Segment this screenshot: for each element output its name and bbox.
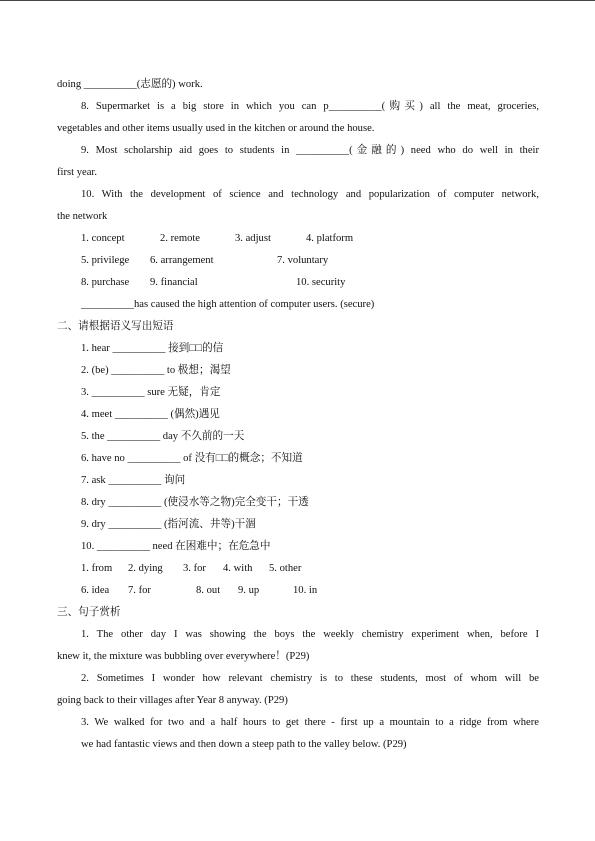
answer-item: 5. privilege bbox=[81, 255, 130, 266]
q9-line2: first year. bbox=[57, 167, 98, 178]
phrase-item: 10. __________ need 在困难中；在危急中 bbox=[81, 541, 271, 552]
answer-item: 1. concept bbox=[81, 233, 125, 244]
phrase-item: 2. (be) __________ to 极想；渴望 bbox=[81, 365, 231, 376]
sentence-2-line2: going back to their villages after Year 8 anyway. (P29) bbox=[57, 695, 288, 706]
page-top-rule bbox=[0, 0, 595, 1]
q10-line2: the network bbox=[57, 211, 108, 222]
section-2-heading: 二、请根据语义写出短语 bbox=[57, 321, 174, 332]
answer-item: 2. dying bbox=[128, 563, 163, 574]
answer-item: 8. out bbox=[196, 585, 221, 596]
phrase-item: 4. meet __________ (偶然)遇见 bbox=[81, 409, 220, 420]
answer-item: 9. up bbox=[238, 585, 260, 596]
phrase-item: 5. the __________ day 不久前的一天 bbox=[81, 431, 245, 442]
q10-line1: 10. With the development of science and technology and popularization of computer network, bbox=[81, 189, 539, 200]
phrase-item: 3. __________ sure 无疑，肯定 bbox=[81, 387, 221, 398]
phrase-item: 7. ask __________ 询问 bbox=[81, 475, 186, 486]
phrase-item: 1. hear __________ 接到□□的信 bbox=[81, 343, 224, 354]
answer-item: 5. other bbox=[269, 563, 302, 574]
answer-item: 6. arrangement bbox=[150, 255, 214, 266]
sentence-2-line1: 2. Sometimes I wonder how relevant chemistry is to these students, most of whom will be bbox=[81, 673, 539, 684]
phrase-item: 6. have no __________ of 没有□□的概念；不知道 bbox=[81, 453, 303, 464]
answer-item: 7. for bbox=[128, 585, 151, 596]
sentence-3-line1: 3. We walked for two and a half hours to get there - first up a mountain to a ridge from where bbox=[81, 717, 539, 728]
answer-item: 1. from bbox=[81, 563, 113, 574]
q8-line2: vegetables and other items usually used in the kitchen or around the house. bbox=[57, 123, 375, 134]
answer-item: 4. with bbox=[223, 563, 253, 574]
answer-item: 7. voluntary bbox=[277, 255, 329, 266]
answer-item: 8. purchase bbox=[81, 277, 130, 288]
sentence-1-line1: 1. The other day I was showing the boys the weekly chemistry experiment when, before I bbox=[81, 629, 539, 640]
phrase-item: 9. dry __________ (指河流、井等)干涸 bbox=[81, 519, 256, 530]
answer-item: 3. for bbox=[183, 563, 206, 574]
sentence-3-line2: we had fantastic views and then down a steep path to the valley below. (P29) bbox=[81, 739, 407, 750]
answer-item: 10. in bbox=[293, 585, 318, 596]
answer-item: 9. financial bbox=[150, 277, 198, 288]
q7-continuation: doing __________(志愿的) work. bbox=[57, 79, 203, 90]
sentence-1-line2: knew it, the mixture was bubbling over everywhere！(P29) bbox=[57, 651, 310, 662]
q9-line1: 9. Most scholarship aid goes to students in __________(金融的) need who do well in their bbox=[81, 145, 539, 156]
q8-line1: 8. Supermarket is a big store in which you can p__________(购买) all the meat, groceries, bbox=[81, 101, 539, 112]
answer-item: 4. platform bbox=[306, 233, 354, 244]
section-3-heading: 三、句子赏析 bbox=[57, 607, 121, 618]
security-sentence: __________has caused the high attention of computer users. (secure) bbox=[81, 299, 375, 310]
phrase-item: 8. dry __________ (使浸水等之物)完全变干；干透 bbox=[81, 497, 309, 508]
answer-item: 10. security bbox=[296, 277, 346, 288]
answer-item: 6. idea bbox=[81, 585, 110, 596]
answer-item: 3. adjust bbox=[235, 233, 271, 244]
answer-item: 2. remote bbox=[160, 233, 201, 244]
